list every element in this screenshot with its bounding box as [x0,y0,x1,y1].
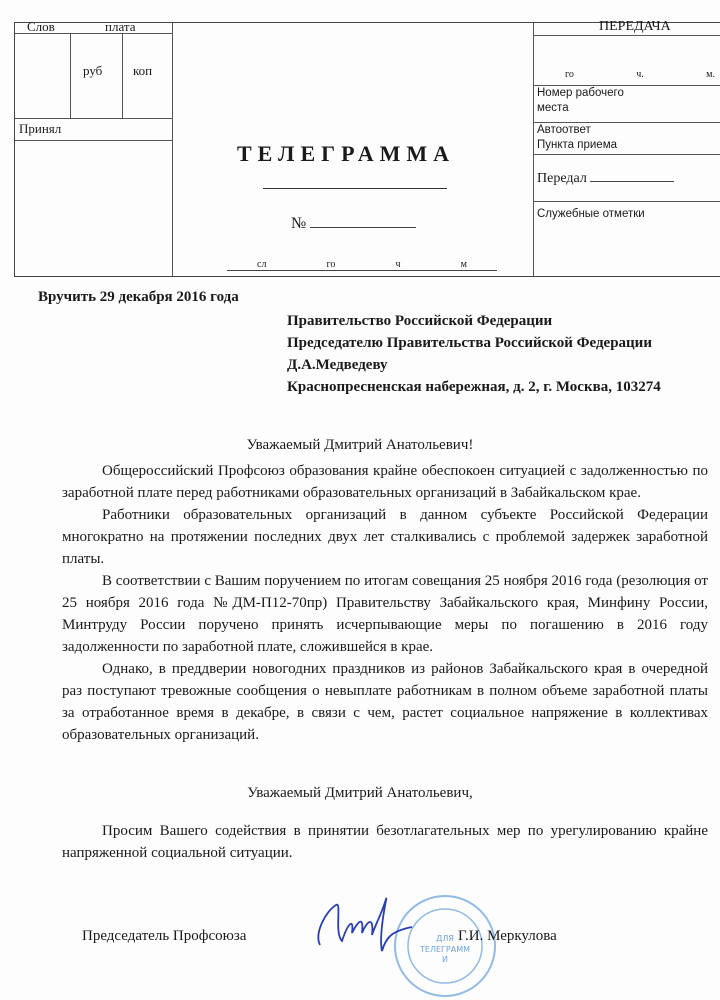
autoreply-label: Автоответ [537,124,591,136]
time-ch: ч [395,259,401,270]
greeting-2: Уважаемый Дмитрий Анатольевич, [247,785,473,801]
signatory-name: Г.И. Меркулова [458,928,557,944]
paragraph: Однако, в преддверии новогодних праздников из районов Забайкальского края в очередной раз поступают тревожные сообщения о невыплате работникам в полном объеме заработной платы за отработанное время в декабре, в связи с чем, растет социальное напряжение в коллективах образовательных организаций. [62,661,708,743]
time-row [227,259,497,271]
time-m: м. [706,69,715,80]
addressee-line: Правительство Российской Федерации [287,313,553,329]
autoreply-label-2: Пункта приема [537,139,618,151]
paragraph: Работники образовательных организаций в данном субъекте Российской Федерации многократно на протяжении последних двух лет сталкивались с проблемой задержек заработной платы. [62,507,708,567]
paragraph: Просим Вашего содействия в принятии безотлагательных мер по урегулированию крайне напряженной социальной ситуации. [62,823,708,861]
request [62,820,708,864]
svg-text:ТЕЛЕГРАММ: ТЕЛЕГРАММ [420,945,470,954]
service-notes-label: Служебные отметки [537,208,645,220]
greeting: Уважаемый Дмитрий Анатольевич! [246,437,474,453]
telegram-form-header [14,19,720,277]
payment-label: плата [105,19,136,34]
sent-by-label: Передал [537,171,587,186]
letter-body [62,460,708,746]
addressee-block [287,310,661,398]
paragraph: Общероссийский Профсоюз образования крайне обеспокоен ситуацией с задолженностью по заработной плате перед работниками образовательных организаций в Забайкальском крае. [62,463,708,501]
time-m: м [460,259,467,270]
rub-label: руб [83,63,103,78]
workplace-label: Номер рабочего [537,87,624,99]
time-go: го [565,69,574,80]
transmission-label: ПЕРЕДАЧА [599,19,671,34]
signature-icon [312,893,422,953]
time-sl: сл [257,259,267,270]
signatory-position: Председатель Профсоюза [82,928,247,944]
transmission-time [565,69,715,80]
addressee-line: Д.А.Медведеву [287,357,388,373]
delivery-date: Вручить 29 декабря 2016 года [38,289,239,305]
paragraph: В соответствии с Вашим поручением по итогам совещания 25 ноября 2016 года (резолюция от 25 ноября 2016 года №ДМ-П12-70пр) Правительству Забайкальского края, Минфину России, Минтруду России поручено принять исчерпывающие меры по погашению в 2016 году задолженности по заработной плате, сложившейся в крае. [62,573,708,655]
telegram-title: ТЕЛЕГРАММА [237,141,456,166]
workplace-label-2: места [537,102,569,114]
number-sign: № [291,215,307,232]
svg-text:ДЛЯ: ДЛЯ [436,934,454,943]
time-ch: ч. [636,69,644,80]
svg-text:И: И [442,955,448,964]
kop-label: коп [133,63,153,78]
addressee-line: Председателю Правительства Российской Федерации [287,335,652,351]
words-label: Слов [27,19,55,34]
time-go: го [326,259,336,270]
received-label: Принял [19,121,62,136]
addressee-line: Краснопресненская набережная, д. 2, г. Москва, 103274 [287,379,661,395]
